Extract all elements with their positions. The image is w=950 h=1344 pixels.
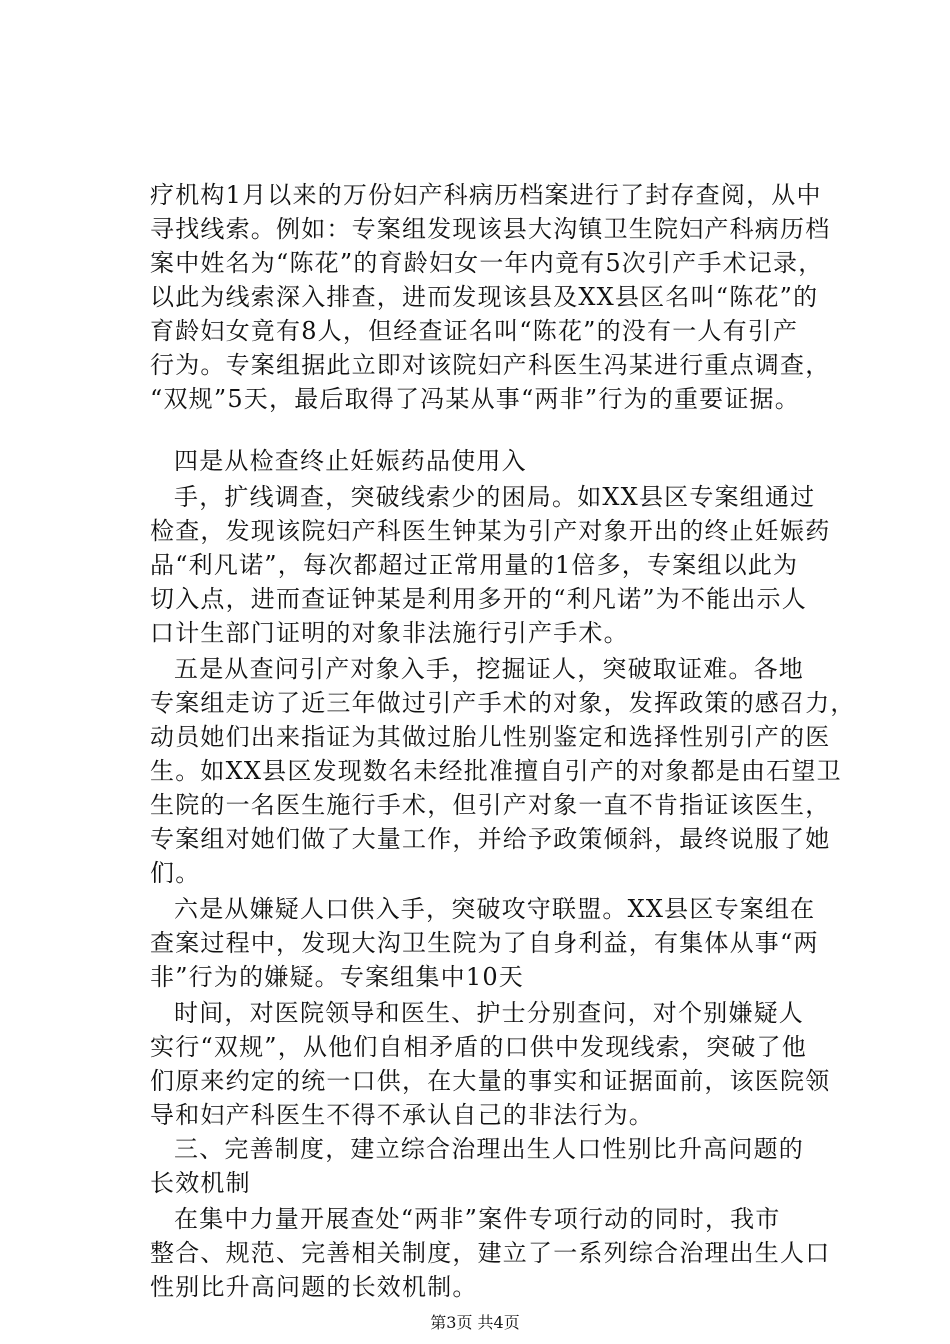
text-line: 非”行为的嫌疑。专案组集中10天 bbox=[150, 963, 525, 991]
text-line: 行为。专案组据此立即对该院妇产科医生冯某进行重点调查， bbox=[150, 351, 831, 379]
text-line: 生院的一名医生施行手术，但引产对象一直不肯指证该医生， bbox=[150, 791, 831, 819]
page-number-footer: 第3页 共4页 bbox=[430, 1313, 520, 1332]
text-line: 性别比升高问题的长效机制。 bbox=[150, 1273, 478, 1301]
text-line: 品“利凡诺”，每次都超过正常用量的1倍多，专案组以此为 bbox=[150, 551, 799, 579]
text-line: 导和妇产科医生不得不承认自己的非法行为。 bbox=[150, 1101, 654, 1129]
section-heading: 长效机制 bbox=[150, 1169, 251, 1197]
text-line: “双规”5天，最后取得了冯某从事“两非”行为的重要证据。 bbox=[150, 385, 800, 413]
text-line: 整合、规范、完善相关制度，建立了一系列综合治理出生人口 bbox=[150, 1239, 831, 1267]
text-line: 切入点，进而查证钟某是利用多开的“利凡诺”为不能出示人 bbox=[150, 585, 807, 613]
text-line: 口计生部门证明的对象非法施行引产手术。 bbox=[150, 619, 629, 647]
text-line: 寻找线索。例如：专案组发现该县大沟镇卫生院妇产科病历档 bbox=[150, 215, 831, 243]
text-line: 时间，对医院领导和医生、护士分别查问，对个别嫌疑人 bbox=[174, 999, 804, 1027]
text-line: 专案组对她们做了大量工作，并给予政策倾斜，最终说服了她 bbox=[150, 825, 831, 853]
text-line: 案中姓名为“陈花”的育龄妇女一年内竟有5次引产手术记录， bbox=[150, 249, 824, 277]
text-line: 手，扩线调查，突破线索少的困局。如XX县区专案组通过 bbox=[174, 483, 816, 511]
text-line: 检查，发现该院妇产科医生钟某为引产对象开出的终止妊娠药 bbox=[150, 517, 831, 545]
text-line: 查案过程中，发现大沟卫生院为了自身利益，有集体从事“两 bbox=[150, 929, 819, 957]
text-line: 疗机构1月以来的万份妇产科病历档案进行了封存查阅，从中 bbox=[150, 181, 822, 209]
text-line: 五是从查问引产对象入手，挖掘证人，突破取证难。各地 bbox=[174, 655, 804, 683]
text-line: 六是从嫌疑人口供入手，突破攻守联盟。XX县区专案组在 bbox=[174, 895, 816, 923]
text-line: 在集中力量开展查处“两非”案件专项行动的同时，我市 bbox=[174, 1205, 781, 1233]
text-line: 动员她们出来指证为其做过胎儿性别鉴定和选择性别引产的医 bbox=[150, 723, 831, 751]
text-line: 育龄妇女竟有8人，但经查证名叫“陈花”的没有一人有引产 bbox=[150, 317, 799, 345]
text-line: 实行“双规”，从他们自相矛盾的口供中发现线索，突破了他 bbox=[150, 1033, 807, 1061]
text-line: 生。如XX县区发现数名未经批准擅自引产的对象都是由石望卫 bbox=[150, 757, 842, 785]
text-line: 专案组走访了近三年做过引产手术的对象，发挥政策的感召力， bbox=[150, 689, 856, 717]
section-heading: 三、完善制度，建立综合治理出生人口性别比升高问题的 bbox=[174, 1135, 804, 1163]
text-line: 以此为线索深入排查，进而发现该县及XX县区名叫“陈花”的 bbox=[150, 283, 819, 311]
text-line: 们。 bbox=[150, 859, 201, 887]
text-line: 们原来约定的统一口供，在大量的事实和证据面前，该医院领 bbox=[150, 1067, 831, 1095]
paragraph-heading: 四是从检查终止妊娠药品使用入 bbox=[174, 447, 527, 475]
